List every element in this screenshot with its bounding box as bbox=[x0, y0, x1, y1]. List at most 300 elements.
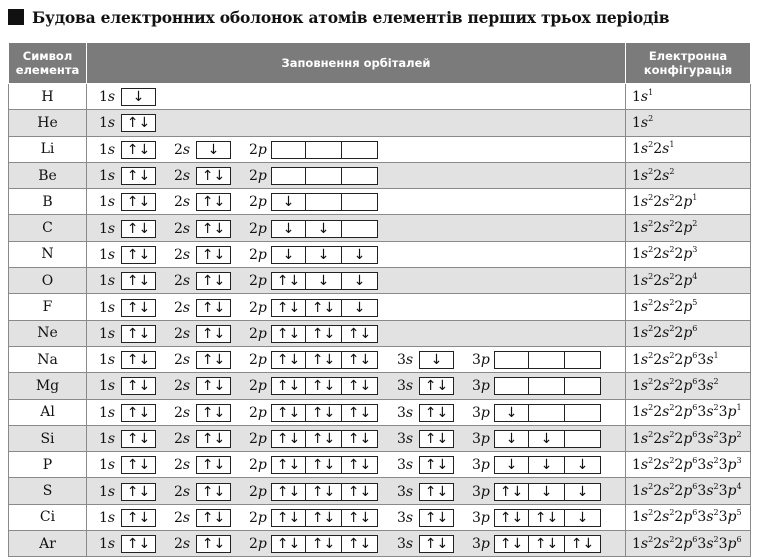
orbital-boxes bbox=[121, 456, 156, 474]
orbital-group bbox=[99, 403, 156, 422]
orbital-label: 1s bbox=[99, 325, 116, 342]
orbital-filling bbox=[99, 137, 625, 161]
empty-orbital-box bbox=[342, 141, 378, 159]
empty-orbital-box bbox=[565, 351, 601, 369]
orbital-group bbox=[99, 324, 156, 343]
orbital-group bbox=[472, 456, 601, 475]
orbital-filling-cell bbox=[87, 241, 626, 267]
orbital-boxes bbox=[196, 220, 231, 238]
orbital-boxes bbox=[494, 351, 601, 369]
electron-pair-icon: ↑↓ bbox=[196, 246, 231, 264]
orbital-label: 2s bbox=[174, 141, 191, 158]
electron-down-icon: ↓ bbox=[342, 299, 378, 317]
element-symbol: Ci bbox=[9, 504, 87, 530]
orbital-filling-cell bbox=[87, 110, 626, 136]
orbital-label: 2s bbox=[174, 352, 191, 369]
orbital-group bbox=[99, 114, 156, 133]
orbital-label: 3p bbox=[472, 352, 490, 369]
electron-config: $1s^22s^22p^63s^23p^2$ bbox=[626, 425, 751, 451]
orbital-boxes bbox=[271, 272, 378, 290]
orbital-filling-cell bbox=[87, 320, 626, 346]
empty-orbital-box bbox=[565, 430, 601, 448]
element-symbol: He bbox=[9, 110, 87, 136]
orbital-group bbox=[397, 403, 454, 422]
orbital-group bbox=[397, 535, 454, 554]
orbital-label: 3p bbox=[472, 509, 490, 526]
orbital-filling-cell bbox=[87, 478, 626, 504]
orbital-group bbox=[174, 351, 231, 370]
element-symbol: Al bbox=[9, 399, 87, 425]
orbital-boxes bbox=[271, 246, 378, 264]
orbital-boxes bbox=[196, 246, 231, 264]
orbital-boxes bbox=[196, 509, 231, 527]
orbital-boxes bbox=[271, 377, 378, 395]
electron-pair-icon: ↑↓ bbox=[121, 325, 156, 343]
orbital-label: 1s bbox=[99, 509, 116, 526]
table-row bbox=[9, 504, 751, 530]
orbital-filling bbox=[99, 505, 625, 529]
electron-pair-icon: ↑↓ bbox=[342, 509, 378, 527]
electron-pair-icon: ↑↓ bbox=[306, 535, 342, 553]
orbital-filling bbox=[99, 348, 625, 372]
orbital-label: 2s bbox=[174, 536, 191, 553]
orbital-label: 3p bbox=[472, 404, 490, 421]
orbital-boxes bbox=[121, 141, 156, 159]
table-row bbox=[9, 268, 751, 294]
electron-pair-icon: ↑↓ bbox=[121, 509, 156, 527]
element-symbol: Ar bbox=[9, 531, 87, 557]
orbital-label: 1s bbox=[99, 220, 116, 237]
orbital-group bbox=[99, 272, 156, 291]
orbital-label: 3p bbox=[472, 378, 490, 395]
orbital-group bbox=[249, 219, 378, 238]
electron-config: $1s^22s^22p^1$ bbox=[626, 189, 751, 215]
orbital-label: 3p bbox=[472, 483, 490, 500]
electron-pair-icon: ↑↓ bbox=[196, 299, 231, 317]
table-row bbox=[9, 399, 751, 425]
orbital-group bbox=[174, 140, 231, 159]
electron-pair-icon: ↑↓ bbox=[121, 456, 156, 474]
orbital-group bbox=[249, 430, 378, 449]
orbital-label: 2p bbox=[249, 457, 267, 474]
orbital-boxes bbox=[494, 377, 601, 395]
electron-pair-icon: ↑↓ bbox=[121, 430, 156, 448]
orbital-filling-cell bbox=[87, 504, 626, 530]
orbital-label: 2p bbox=[249, 273, 267, 290]
electron-pair-icon: ↑↓ bbox=[306, 430, 342, 448]
orbital-filling bbox=[99, 295, 625, 319]
electron-config: $1s^22s^22p^63s^23p^5$ bbox=[626, 504, 751, 530]
electron-pair-icon: ↑↓ bbox=[306, 404, 342, 422]
electron-config: $1s^22s^22p^63s^2$ bbox=[626, 373, 751, 399]
orbital-boxes bbox=[196, 535, 231, 553]
orbital-boxes bbox=[271, 535, 378, 553]
electron-pair-icon: ↑↓ bbox=[419, 509, 454, 527]
table-row bbox=[9, 452, 751, 478]
orbital-group bbox=[249, 482, 378, 501]
orbital-group bbox=[397, 482, 454, 501]
electron-config: $1s^22s^2$ bbox=[626, 162, 751, 188]
element-symbol: Ne bbox=[9, 320, 87, 346]
electron-pair-icon: ↑↓ bbox=[121, 404, 156, 422]
orbital-group bbox=[99, 508, 156, 527]
empty-orbital-box bbox=[529, 404, 565, 422]
orbital-filling-cell bbox=[87, 215, 626, 241]
orbital-label: 1s bbox=[99, 141, 116, 158]
electron-config: $1s^2$ bbox=[626, 110, 751, 136]
orbital-label: 3s bbox=[397, 431, 414, 447]
orbital-label: 3s bbox=[397, 352, 414, 369]
element-symbol: B bbox=[9, 189, 87, 215]
electron-pair-icon: ↑↓ bbox=[342, 430, 378, 448]
table-row bbox=[9, 110, 751, 136]
orbital-label: 2p bbox=[249, 536, 267, 553]
electron-pair-icon: ↑↓ bbox=[196, 325, 231, 343]
orbital-filling bbox=[99, 321, 625, 345]
table-row bbox=[9, 346, 751, 372]
table-row bbox=[9, 189, 751, 215]
element-symbol: F bbox=[9, 294, 87, 320]
orbital-label: 1s bbox=[99, 89, 116, 106]
table-row bbox=[9, 373, 751, 399]
orbital-label: 3s bbox=[397, 509, 414, 526]
electron-pair-icon: ↑↓ bbox=[196, 272, 231, 290]
electron-pair-icon: ↑↓ bbox=[306, 483, 342, 501]
orbital-label: 3s bbox=[397, 378, 414, 395]
empty-orbital-box bbox=[529, 351, 565, 369]
electron-down-icon: ↓ bbox=[306, 246, 342, 264]
orbital-boxes bbox=[271, 220, 378, 238]
orbital-boxes bbox=[271, 430, 378, 448]
orbital-boxes bbox=[196, 299, 231, 317]
electron-down-icon: ↓ bbox=[565, 456, 601, 474]
electron-config: $1s^22s^22p^63s^23p^6$ bbox=[626, 531, 751, 557]
orbital-filling bbox=[99, 400, 625, 424]
electron-config: $1s^22s^22p^63s^23p^3$ bbox=[626, 452, 751, 478]
electron-pair-icon: ↑↓ bbox=[196, 404, 231, 422]
orbital-group bbox=[99, 140, 156, 159]
empty-orbital-box bbox=[271, 167, 306, 185]
electron-pair-icon: ↑↓ bbox=[121, 246, 156, 264]
orbital-boxes bbox=[121, 299, 156, 317]
orbital-label: 2p bbox=[249, 220, 267, 237]
electron-pair-icon: ↑↓ bbox=[271, 483, 306, 501]
orbital-boxes bbox=[419, 430, 454, 448]
element-symbol: Li bbox=[9, 136, 87, 162]
orbital-boxes bbox=[271, 193, 378, 211]
orbital-group bbox=[174, 377, 231, 396]
orbital-boxes bbox=[121, 246, 156, 264]
electron-pair-icon: ↑↓ bbox=[196, 483, 231, 501]
electron-config: $1s^22s^22p^3$ bbox=[626, 241, 751, 267]
empty-orbital-box bbox=[565, 377, 601, 395]
table-row bbox=[9, 84, 751, 110]
orbital-group bbox=[174, 245, 231, 264]
orbital-label: 2p bbox=[249, 299, 267, 316]
electron-config: $1s^22s^22p^63s^1$ bbox=[626, 346, 751, 372]
orbital-filling bbox=[99, 532, 625, 556]
table-row bbox=[9, 478, 751, 504]
orbital-group bbox=[249, 272, 378, 291]
orbital-label: 1s bbox=[99, 115, 116, 132]
orbital-boxes bbox=[419, 351, 454, 369]
electron-pair-icon: ↑↓ bbox=[342, 535, 378, 553]
orbital-boxes bbox=[419, 456, 454, 474]
electron-config: $1s^22s^22p^63s^23p^4$ bbox=[626, 478, 751, 504]
electron-pair-icon: ↑↓ bbox=[529, 509, 565, 527]
electron-pair-icon: ↑↓ bbox=[306, 325, 342, 343]
electron-down-icon: ↓ bbox=[271, 220, 306, 238]
orbital-label: 1s bbox=[99, 378, 116, 395]
orbital-boxes bbox=[121, 193, 156, 211]
orbital-filling-cell bbox=[87, 189, 626, 215]
electron-pair-icon: ↑↓ bbox=[196, 430, 231, 448]
orbital-group bbox=[472, 508, 601, 527]
electron-down-icon: ↓ bbox=[529, 456, 565, 474]
orbital-label: 2p bbox=[249, 352, 267, 369]
orbital-boxes bbox=[494, 404, 601, 422]
orbital-group bbox=[174, 430, 231, 449]
orbital-boxes bbox=[271, 141, 378, 159]
orbital-group bbox=[472, 351, 601, 370]
orbital-group bbox=[99, 88, 156, 107]
electron-pair-icon: ↑↓ bbox=[196, 535, 231, 553]
orbital-group bbox=[249, 351, 378, 370]
electron-down-icon: ↓ bbox=[494, 404, 529, 422]
orbital-boxes bbox=[121, 377, 156, 395]
page-title bbox=[8, 6, 669, 28]
orbital-label: 2p bbox=[249, 378, 267, 395]
orbital-group bbox=[249, 193, 378, 212]
orbital-boxes bbox=[494, 483, 601, 501]
orbital-group bbox=[397, 508, 454, 527]
orbital-label: 2p bbox=[249, 194, 267, 211]
orbital-group bbox=[174, 403, 231, 422]
electron-pair-icon: ↑↓ bbox=[121, 351, 156, 369]
element-symbol: Na bbox=[9, 346, 87, 372]
orbital-label: 2s bbox=[174, 168, 191, 185]
electron-config: $1s^22s^22p^2$ bbox=[626, 215, 751, 241]
orbital-boxes bbox=[419, 509, 454, 527]
table-row bbox=[9, 320, 751, 346]
orbital-boxes bbox=[196, 377, 231, 395]
electron-down-icon: ↓ bbox=[271, 193, 306, 211]
electron-pair-icon: ↑↓ bbox=[196, 351, 231, 369]
orbital-boxes bbox=[121, 535, 156, 553]
header-filling: Заповнення орбіталей bbox=[87, 43, 626, 84]
orbital-filling-cell bbox=[87, 373, 626, 399]
empty-orbital-box bbox=[529, 377, 565, 395]
orbital-filling bbox=[99, 374, 625, 398]
orbital-boxes bbox=[271, 299, 378, 317]
orbital-boxes bbox=[196, 325, 231, 343]
table-body bbox=[9, 84, 751, 557]
orbital-boxes bbox=[121, 325, 156, 343]
element-symbol: O bbox=[9, 268, 87, 294]
orbital-boxes bbox=[271, 351, 378, 369]
orbital-group bbox=[249, 377, 378, 396]
electron-pair-icon: ↑↓ bbox=[271, 299, 306, 317]
electron-down-icon: ↓ bbox=[529, 483, 565, 501]
electron-config: $1s^22s^1$ bbox=[626, 136, 751, 162]
electron-pair-icon: ↑↓ bbox=[529, 535, 565, 553]
electron-pair-icon: ↑↓ bbox=[121, 377, 156, 395]
orbital-boxes bbox=[196, 272, 231, 290]
orbital-table bbox=[8, 42, 751, 557]
orbital-group bbox=[472, 482, 601, 501]
orbital-boxes bbox=[494, 430, 601, 448]
table-row bbox=[9, 215, 751, 241]
orbital-group bbox=[249, 535, 378, 554]
orbital-group bbox=[174, 167, 231, 186]
orbital-boxes bbox=[271, 325, 378, 343]
orbital-boxes bbox=[121, 167, 156, 185]
orbital-filling-cell bbox=[87, 294, 626, 320]
orbital-group bbox=[99, 351, 156, 370]
orbital-filling-cell bbox=[87, 399, 626, 425]
orbital-group bbox=[249, 403, 378, 422]
empty-orbital-box bbox=[342, 167, 378, 185]
electron-pair-icon: ↑↓ bbox=[342, 404, 378, 422]
orbital-group bbox=[99, 430, 156, 449]
electron-pair-icon: ↑↓ bbox=[342, 456, 378, 474]
orbital-group bbox=[99, 456, 156, 475]
electron-pair-icon: ↑↓ bbox=[121, 483, 156, 501]
orbital-boxes bbox=[196, 167, 231, 185]
orbital-label: 1s bbox=[99, 536, 116, 553]
orbital-boxes bbox=[121, 509, 156, 527]
orbital-group bbox=[99, 219, 156, 238]
electron-pair-icon: ↑↓ bbox=[306, 299, 342, 317]
electron-pair-icon: ↑↓ bbox=[196, 377, 231, 395]
electron-config: $1s^22s^22p^4$ bbox=[626, 268, 751, 294]
electron-pair-icon: ↑↓ bbox=[196, 167, 231, 185]
orbital-filling bbox=[99, 453, 625, 477]
element-symbol: C bbox=[9, 215, 87, 241]
orbital-boxes bbox=[419, 535, 454, 553]
electron-pair-icon: ↑↓ bbox=[419, 377, 454, 395]
orbital-group bbox=[472, 535, 601, 554]
orbital-filling bbox=[99, 164, 625, 188]
orbital-group bbox=[99, 377, 156, 396]
orbital-group bbox=[249, 508, 378, 527]
orbital-boxes bbox=[196, 141, 231, 159]
title-text: Будова електронних оболонок атомів елементів перших трьох періодів bbox=[32, 7, 670, 27]
electron-pair-icon: ↑↓ bbox=[271, 430, 306, 448]
electron-pair-icon: ↑↓ bbox=[565, 535, 601, 553]
orbital-label: 1s bbox=[99, 273, 116, 290]
orbital-label: 3p bbox=[472, 536, 490, 553]
orbital-label: 2s bbox=[174, 246, 191, 263]
orbital-group bbox=[397, 377, 454, 396]
electron-pair-icon: ↑↓ bbox=[419, 483, 454, 501]
orbital-filling-cell bbox=[87, 346, 626, 372]
electron-down-icon: ↓ bbox=[529, 430, 565, 448]
electron-down-icon: ↓ bbox=[196, 141, 231, 159]
orbital-label: 2s bbox=[174, 220, 191, 237]
empty-orbital-box bbox=[565, 404, 601, 422]
orbital-boxes bbox=[494, 456, 601, 474]
orbital-boxes bbox=[494, 509, 601, 527]
orbital-group bbox=[249, 298, 378, 317]
electron-pair-icon: ↑↓ bbox=[121, 535, 156, 553]
orbital-label: 2p bbox=[249, 404, 267, 421]
orbital-filling bbox=[99, 479, 625, 503]
electron-pair-icon: ↑↓ bbox=[419, 535, 454, 553]
orbital-boxes bbox=[121, 220, 156, 238]
orbital-label: 1s bbox=[99, 431, 116, 447]
orbital-label: 2p bbox=[249, 325, 267, 342]
electron-down-icon: ↓ bbox=[565, 509, 601, 527]
orbital-group bbox=[174, 298, 231, 317]
element-symbol: Be bbox=[9, 162, 87, 188]
electron-config: $1s^22s^22p^5$ bbox=[626, 294, 751, 320]
orbital-boxes bbox=[271, 483, 378, 501]
orbital-label: 3s bbox=[397, 536, 414, 553]
orbital-boxes bbox=[494, 535, 601, 553]
electron-pair-icon: ↑↓ bbox=[419, 456, 454, 474]
table-header-row bbox=[9, 43, 751, 84]
empty-orbital-box bbox=[306, 193, 342, 211]
orbital-boxes bbox=[196, 193, 231, 211]
orbital-group bbox=[99, 482, 156, 501]
orbital-group bbox=[99, 298, 156, 317]
orbital-filling-cell bbox=[87, 452, 626, 478]
electron-pair-icon: ↑↓ bbox=[419, 404, 454, 422]
element-symbol: S bbox=[9, 478, 87, 504]
table-row bbox=[9, 136, 751, 162]
electron-down-icon: ↓ bbox=[306, 272, 342, 290]
orbital-label: 2s bbox=[174, 404, 191, 421]
orbital-label: 2p bbox=[249, 431, 267, 447]
electron-pair-icon: ↑↓ bbox=[342, 325, 378, 343]
electron-pair-icon: ↑↓ bbox=[494, 535, 529, 553]
orbital-boxes bbox=[121, 114, 156, 132]
orbital-group bbox=[472, 403, 601, 422]
electron-pair-icon: ↑↓ bbox=[121, 167, 156, 185]
orbital-label: 1s bbox=[99, 352, 116, 369]
orbital-boxes bbox=[271, 167, 378, 185]
orbital-group bbox=[397, 456, 454, 475]
orbital-boxes bbox=[196, 456, 231, 474]
electron-pair-icon: ↑↓ bbox=[121, 272, 156, 290]
orbital-group bbox=[174, 535, 231, 554]
electron-down-icon: ↓ bbox=[342, 272, 378, 290]
electron-pair-icon: ↑↓ bbox=[121, 220, 156, 238]
orbital-group bbox=[99, 245, 156, 264]
table-row bbox=[9, 162, 751, 188]
orbital-group bbox=[174, 193, 231, 212]
orbital-boxes bbox=[121, 430, 156, 448]
electron-pair-icon: ↑↓ bbox=[306, 456, 342, 474]
orbital-filling-cell bbox=[87, 425, 626, 451]
empty-orbital-box bbox=[271, 141, 306, 159]
electron-down-icon: ↓ bbox=[494, 456, 529, 474]
orbital-label: 2p bbox=[249, 168, 267, 185]
orbital-filling bbox=[99, 111, 625, 135]
empty-orbital-box bbox=[494, 377, 529, 395]
electron-down-icon: ↓ bbox=[306, 220, 342, 238]
orbital-group bbox=[397, 430, 454, 449]
orbital-label: 2s bbox=[174, 299, 191, 316]
orbital-group bbox=[174, 272, 231, 291]
orbital-boxes bbox=[196, 404, 231, 422]
orbital-boxes bbox=[419, 483, 454, 501]
orbital-filling bbox=[99, 216, 625, 240]
orbital-label: 2s bbox=[174, 483, 191, 500]
electron-pair-icon: ↑↓ bbox=[271, 272, 306, 290]
electron-pair-icon: ↑↓ bbox=[196, 220, 231, 238]
